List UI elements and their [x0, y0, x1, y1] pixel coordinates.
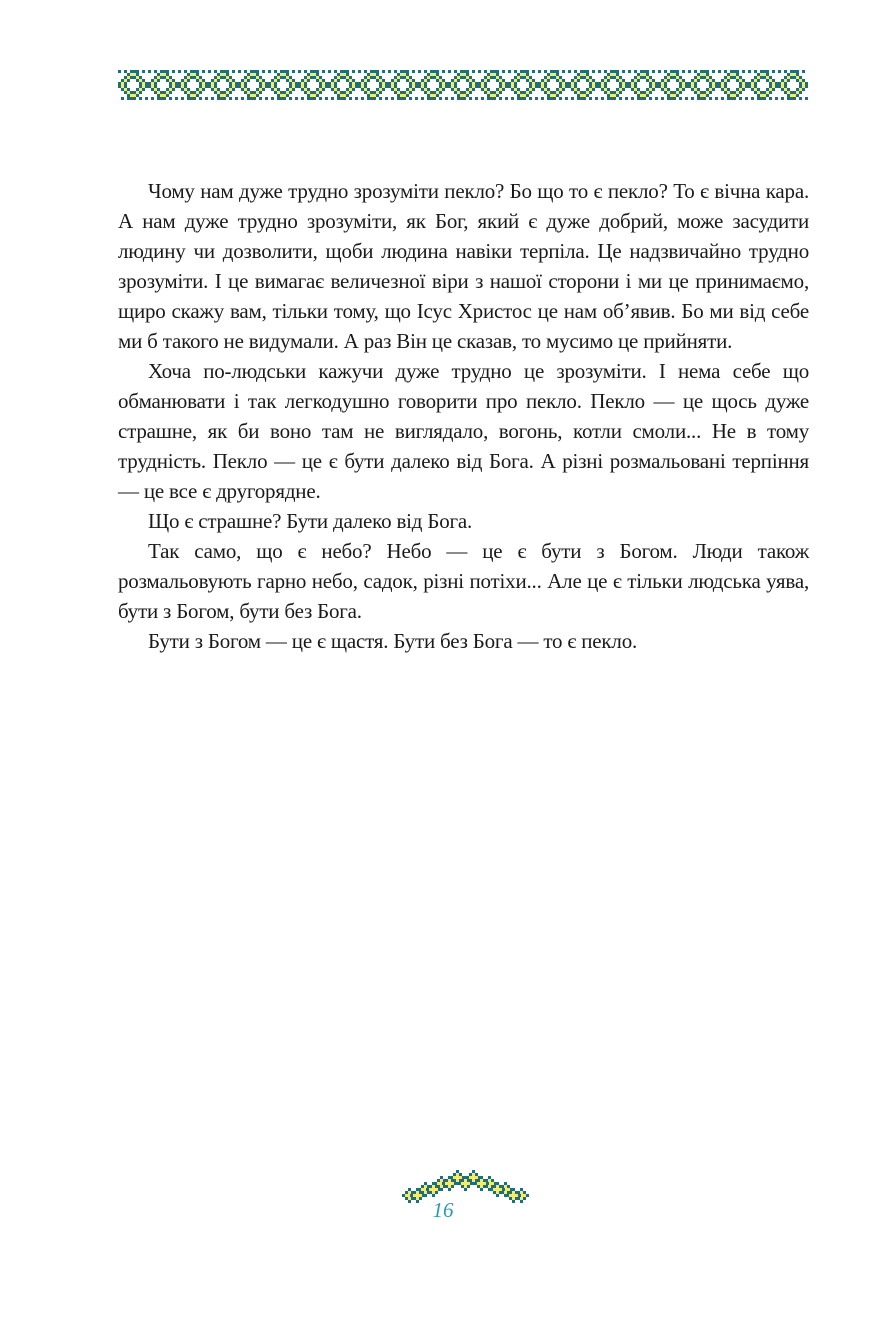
paragraph: Чому нам дуже трудно зрозуміти пекло? Бо що то є пекло? То є вічна кара. А нам дуже трудно зрозуміти, як Бог, який є дуже добрий, може засудити людину чи дозволити, щоби людина навіки терпіла. Це надзвичайно трудно зрозуміти. І це вимагає величезної віри з нашої сторони і ми це принимаємо, щиро скажу вам, тільки тому, що Ісус Христос це нам об’явив. Бо ми від себе ми б такого не видумали. А раз Він це сказав, то мусимо це прийняти. — [118, 179, 809, 353]
paragraph: Що є страшне? Бути далеко від Бога. — [148, 509, 473, 533]
body-text — [118, 176, 809, 656]
page-number: 16 — [432, 1198, 454, 1222]
embroidery-border-icon — [118, 70, 809, 100]
paragraph: Так само, що є небо? Небо — це є бути з Богом. Люди також розмальовують гарно небо, садок, різні потіхи... Але це є тільки людська уява, бути з Богом, бути без Бога. — [118, 539, 809, 623]
paragraph: Хоча по-людськи кажучи дуже трудно це зрозуміти. І нема себе що обманювати і так легкодушно говорити про пекло. Пекло — це щось дуже страшне, як би воно там не виглядало, вогонь, котли смоли... Не в тому трудність. Пекло — це є бути далеко від Бога. А різні розмальовані терпіння — це все є другорядне. — [118, 359, 809, 503]
paragraph: Бути з Богом — це є щастя. Бути без Бога — то є пекло. — [148, 629, 638, 653]
